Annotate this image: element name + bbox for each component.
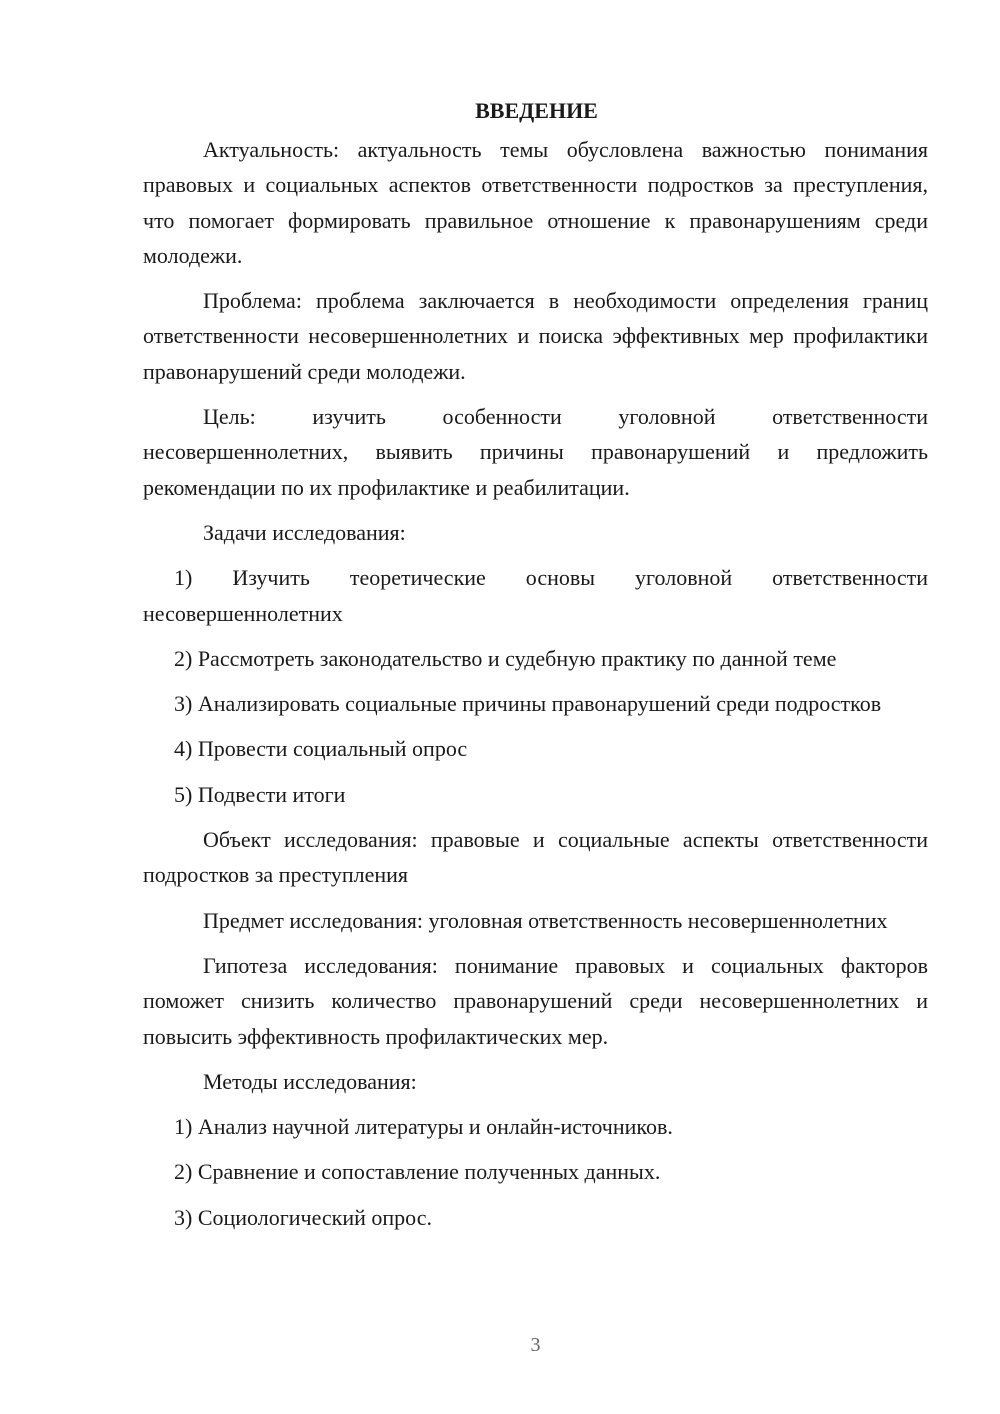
task-item-4: 4) Провести социальный опрос — [174, 736, 468, 762]
goal-paragraph: Цель: изучить особенности уголовной ответственности несовершеннолетних, выявить причины правонарушений и предложить рекомендации по их профилактике и реабилитации. — [143, 404, 928, 500]
page-title: ВВЕДЕНИЕ — [475, 98, 598, 123]
hypothesis-paragraph: Гипотеза исследования: понимание правовых и социальных факторов поможет снизить количество правонарушений среди несовершеннолетних и повысить эффективность профилактических мер. — [143, 952, 928, 1049]
task-item-5: 5) Подвести итоги — [174, 781, 346, 807]
problem-paragraph: Проблема: проблема заключается в необходимости определения границ ответственности несовершеннолетних и поиска эффективных мер профилактики правонарушений среди молодежи. — [143, 288, 928, 384]
task-item-1: 1) Изучить теоретические основы уголовной ответственности несовершеннолетних — [143, 565, 928, 626]
page-number: 3 — [530, 1334, 541, 1356]
object-paragraph: Объект исследования: правовые и социальные аспекты ответственности подростков за преступления — [143, 827, 928, 888]
task-item-3: 3) Анализировать социальные причины правонарушений среди подростков — [174, 691, 882, 717]
relevance-paragraph: Актуальность: актуальность темы обусловлена важностью понимания правовых и социальных аспектов ответственности подростков за преступления, что помогает формировать правильное отношение к правонарушениям среди молодежи. — [143, 137, 928, 268]
method-item-3: 3) Социологический опрос. — [174, 1204, 432, 1230]
subject-paragraph: Предмет исследования: уголовная ответственность несовершеннолетних — [203, 907, 888, 933]
task-item-2: 2) Рассмотреть законодательство и судебную практику по данной теме — [174, 645, 837, 671]
method-item-1: 1) Анализ научной литературы и онлайн-источников. — [174, 1114, 673, 1140]
methods-heading: Методы исследования: — [203, 1068, 417, 1094]
tasks-heading: Задачи исследования: — [203, 519, 406, 545]
document-page — [143, 93, 928, 1235]
method-item-2: 2) Сравнение и сопоставление полученных данных. — [174, 1159, 661, 1185]
